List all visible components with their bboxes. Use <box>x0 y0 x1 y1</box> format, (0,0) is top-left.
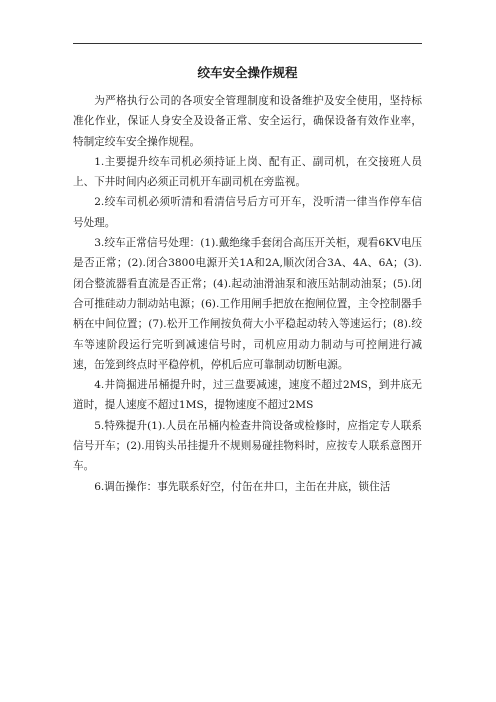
paragraph-rule-1: 1.主要提升绞车司机必须持证上岗、配有正、副司机，在交接班人员上、下井时间内必须正司机开车副司机在旁监视。 <box>73 155 422 189</box>
paragraph-rule-6: 6.调缶操作：事先联系好空，付缶在井口，主缶在井底，锁住活 <box>94 480 391 493</box>
paragraph-rule-4: 4.井筒掘进吊桶提升时，过三盘要减速，速度不超过2MS，到井底无道时，提人速度不超过1MS，提物速度不超过2MS <box>73 379 422 412</box>
paragraph-intro: 为严格执行公司的各项安全管理制度和设备维护及安全使用，坚持标准化作业，保证人身安全及设备正常、安全运行，确保设备有效作业率，特制定绞车安全操作规程。 <box>73 95 422 148</box>
document-title: 绞车安全操作规程 <box>197 65 298 80</box>
paragraph-rule-5: 5.特殊提升(1).人员在吊桶内检查井筒设备或检修时，应指定专人联系信号开车；(2).用钩头吊挂提升不规则易碰挂物料时，应按专人联系意图开车。 <box>73 419 422 473</box>
paragraph-rule-3: 3.绞车正常信号处理：(1).戴绝缘手套闭合高压开关柜，观看6KV电压是否正常；(2).闭合3800电源开关1A和2A,顺次闭合3A、4A、6A；(3).闭合整流器看直流是否正常；(4).起动油滑油泵和液压站制动油泵；(5).闭合可推硅动力制动站电源；(6).工作用闸手把放在抱闸位置，主令控制器手柄在中间位置；(7).松开工作闸按负荷大小平稳起动转入等速运行；(8).绞车等速阶段运行完听到减速信号时，司机应用动力制动与可控闸进行减速，缶笼到终点时平稳停机，停机后应可靠制动切断电源。 <box>73 237 422 371</box>
header-rule <box>73 43 422 44</box>
paragraph-rule-2: 2.绞车司机必须听清和看清信号后方可开车，没听清一律当作停车信号处理。 <box>73 196 422 229</box>
document-body <box>73 91 422 497</box>
